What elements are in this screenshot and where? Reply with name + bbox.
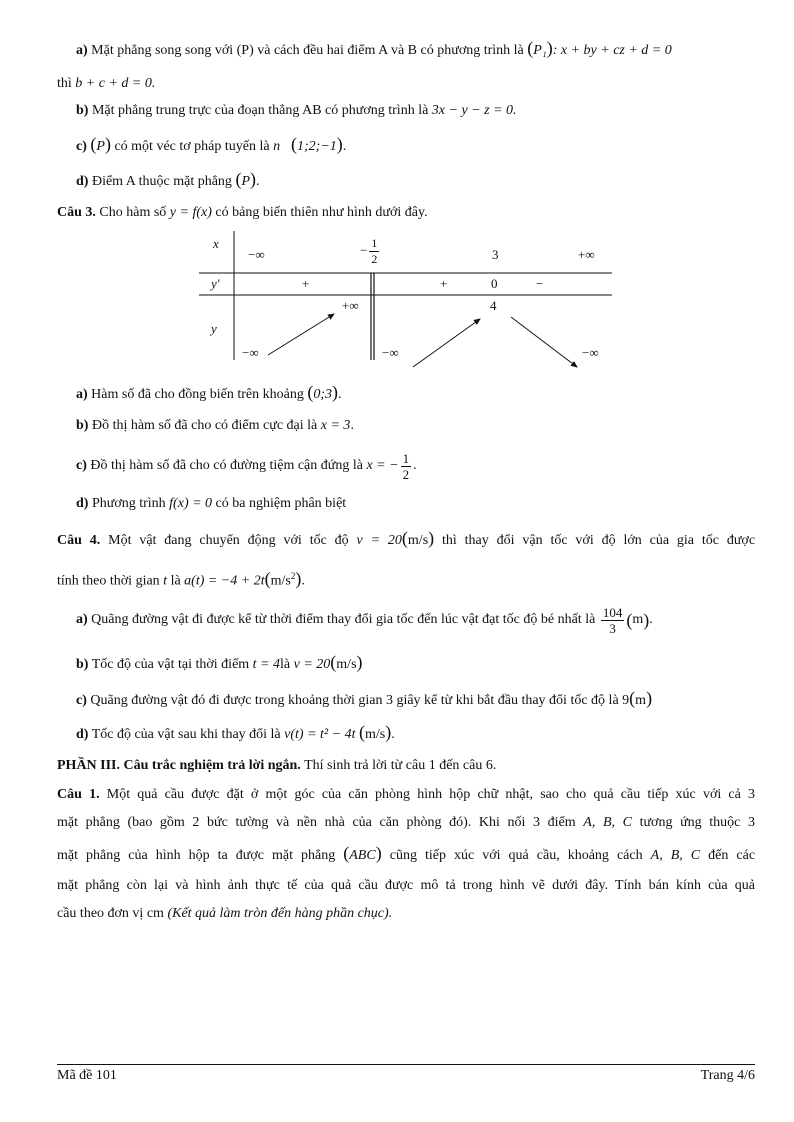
- table-x-header: x: [213, 236, 219, 251]
- q3-item-a: a) Hàm số đã cho đồng biến trên khoảng (0;3).: [76, 382, 342, 402]
- q3-item-c: c) Đồ thị hàm số đã cho có đường tiệm cận đứng là x = − $\frac{1}{2}$ .: [76, 450, 417, 482]
- increasing-arrow: [268, 314, 334, 355]
- q4-item-c: c) Quãng đường vật đó đi được trong khoảng thời gian 3 giây kể từ khi bắt đầu thay đổi tốc độ là 9(m): [76, 688, 653, 708]
- q4-item-d: d) Tốc độ của vật sau khi thay đổi là v(t) = t² − 4t (m/s).: [76, 722, 395, 742]
- table-x-value: 3: [492, 247, 499, 262]
- q2-item-b: b) Mặt phẳng trung trực của đoạn thẳng AB có phương trình là 3x − y − z = 0.: [76, 103, 517, 118]
- table-yprime-header: y′: [211, 276, 220, 291]
- table-yprime-sign: +: [440, 276, 448, 291]
- table-y-value: −∞: [582, 345, 599, 360]
- table-y-value: 4: [490, 298, 497, 313]
- table-x-value: − $\frac{1}{2}$: [360, 236, 378, 266]
- p3-q1-line5: cầu theo đơn vị cm (Kết quả làm tròn đến hàng phần chục).: [57, 906, 393, 921]
- table-y-value: +∞: [342, 298, 359, 313]
- q3-stem: Câu 3. Cho hàm số y = f(x) có bảng biến thiên như hình dưới đây.: [57, 205, 428, 220]
- page-number: Trang 4/6: [700, 1068, 755, 1083]
- q2-item-c: c) (P) có một véc tơ pháp tuyến là n⃗(1;2;−1).: [76, 134, 347, 154]
- table-y-value: −∞: [382, 345, 399, 360]
- decreasing-arrow: [511, 317, 577, 367]
- q4-item-a: a) Quãng đường vật đi được kể từ thời điểm thay đổi gia tốc đến lúc vật đạt tốc độ bé nhất là $\frac{104}{3}$ ( m ) .: [76, 604, 653, 636]
- table-x-value: +∞: [578, 247, 595, 262]
- q3-item-b: b) Đồ thị hàm số đã cho có điểm cực đại là x = 3.: [76, 418, 354, 433]
- q2-item-a: a) Mặt phẳng song song với (P) và cách đều hai điểm A và B có phương trình là (P₁): x + by + cz + d = 0: [76, 38, 672, 58]
- q2-item-d: d) Điểm A thuộc mặt phẳng (P).: [76, 169, 260, 189]
- p3-q1-line4: mặt phẳng còn lại và hình ảnh thực tế của quả cầu được mô tả trong hình vẽ dưới đây. Tính bán kính của quả: [57, 878, 755, 893]
- q3-item-d: d) Phương trình f(x) = 0 có ba nghiệm phân biệt: [76, 496, 347, 511]
- q4-item-b: b) Tốc độ của vật tại thời điểm t = 4là v = 20(m/s): [76, 652, 363, 672]
- p3-q1-line2: mặt phẳng (bao gồm 2 bức tường và nền nhà của căn phòng đó). Khi nối 3 điểm A, B, C tương ứng thuộc 3: [57, 815, 755, 830]
- increasing-arrow: [413, 319, 480, 367]
- footer-divider: [57, 1064, 755, 1065]
- exam-code: Mã đề 101: [57, 1068, 117, 1083]
- table-y-header: y: [211, 321, 217, 336]
- table-x-value: −∞: [248, 247, 265, 262]
- table-yprime-sign: +: [302, 276, 310, 291]
- table-yprime-zero: 0: [491, 276, 498, 291]
- p3-q1-line1: Câu 1. Một quả cầu được đặt ở một góc của căn phòng hình hộp chữ nhật, sao cho quả cầu tiếp xúc với cả 3: [57, 787, 756, 802]
- variation-table-lines: [0, 0, 794, 380]
- q4-stem: Câu 4. Một vật đang chuyển động với tốc độ v = 20(m/s) thì thay đổi vận tốc với độ lớn của gia tốc được: [57, 528, 756, 548]
- part3-heading: PHẦN III. Câu trắc nghiệm trả lời ngắn. Thí sinh trả lời từ câu 1 đến câu 6.: [57, 758, 497, 773]
- q2-item-a-cont: thì b + c + d = 0.: [57, 76, 156, 91]
- p3-q1-line3: mặt phẳng của hình hộp ta được mặt phẳng (ABC) cũng tiếp xúc với quả cầu, khoảng cách A, B, C đến các: [57, 843, 756, 863]
- table-yprime-sign: −: [536, 276, 544, 291]
- table-y-value: −∞: [242, 345, 259, 360]
- q4-stem-cont: tính theo thời gian t là $a(t) = -4 + 2t(m/s^2)$.: [57, 568, 305, 589]
